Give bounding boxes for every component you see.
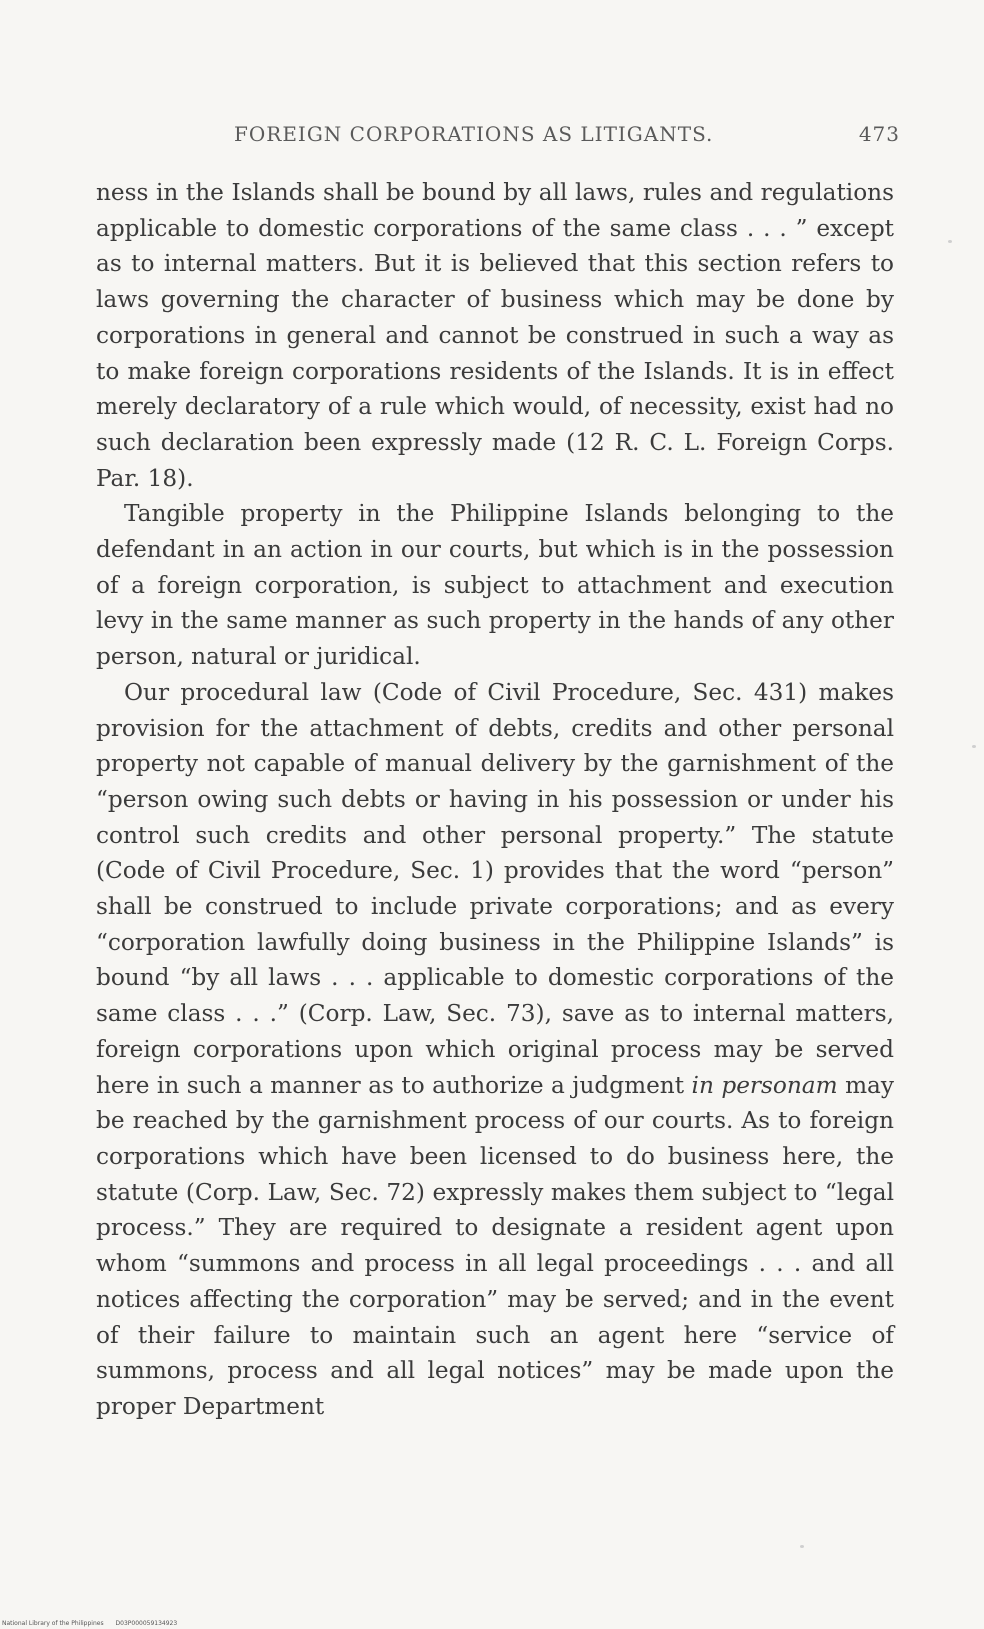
paragraph-text-part: may be reached by the garnishment process of our courts. As to foreign corporations which have been licensed to do business here, the statute (Corp. Law, Sec. 72) expressly makes them subject to “legal process.” They are required to designate a resident agent upon whom “summons and process in all legal proceedings . . . and all notices affecting the corporation” may be served; and in the event of their failure to maintain such an agent here “service of summons, process and all legal notices” may be made upon the proper Department [96,1071,894,1420]
header-title: FOREIGN CORPORATIONS AS LITIGANTS. [234,122,714,146]
scan-speck [800,1545,804,1548]
footer-library: National Library of the Philippines [2,1620,104,1627]
running-header [96,116,900,156]
paragraph-procedural-law [96,675,894,1425]
footer-code: D03P000059134923 [115,1620,178,1627]
scan-speck [948,240,952,243]
scan-speck [972,745,976,748]
italic-term: in personam [691,1071,838,1099]
paragraph-tangible-property: Tangible property in the Philippine Islands belonging to the defendant in an action in our courts, but which is in the possession of a foreign corporation, is subject to attachment and execution levy in the same manner as such property in the hands of any other person, natural or juridical. [96,500,894,671]
body-text [96,175,894,1425]
page-number: 473 [858,122,900,146]
paragraph-continued: ness in the Islands shall be bound by all laws, rules and regulations applicable to domestic corporations of the same class . . . ” except as to internal matters. But it is believed that this section refers to laws governing the character of business which may be done by corporations in general and cannot be construed in such a way as to make foreign corporations residents of the Islands. It is in effect merely declaratory of a rule which would, of necessity, exist had no such declaration been expressly made (12 R. C. L. Foreign Corps. Par. 18). [96,179,894,492]
scan-footer [2,1620,177,1627]
paragraph-text-part: Our procedural law (Code of Civil Procedure, Sec. 431) makes provision for the attachment of debts, credits and other personal property not capable of manual delivery by the garnishment of the “person owing such debts or having in his possession or under his control such credits and other personal property.” The statute (Code of Civil Procedure, Sec. 1) provides that the word “person” shall be construed to include private corporations; and as every “corporation lawfully doing business in the Philippine Islands” is bound “by all laws . . . applicable to domestic corporations of the same class . . .” (Corp. Law, Sec. 73), save as to internal matters, foreign corporations upon which original process may be served here in such a manner as to authorize a judgment [96,678,894,1099]
